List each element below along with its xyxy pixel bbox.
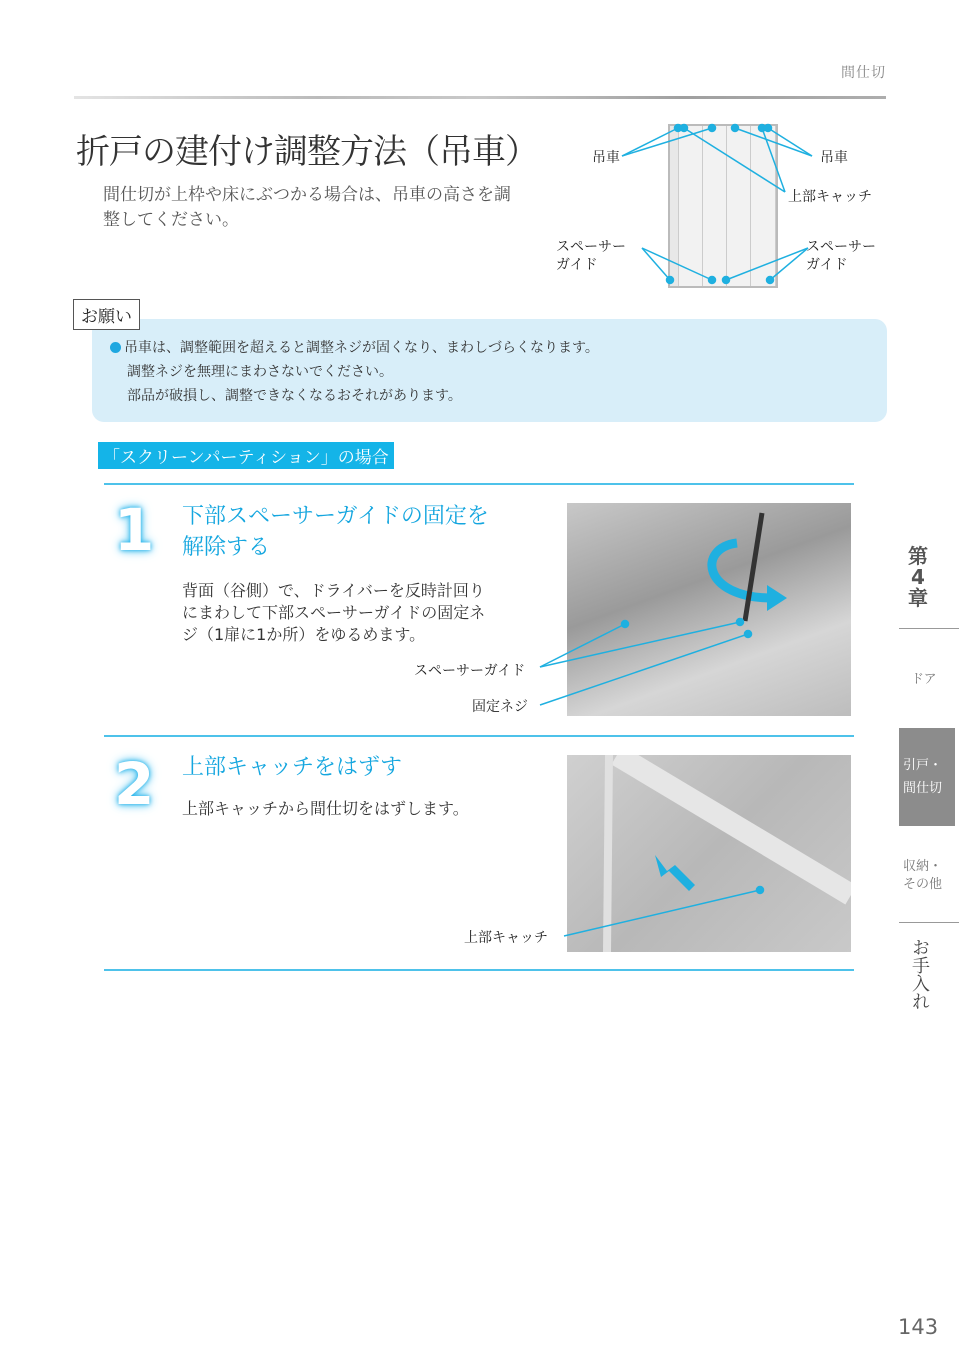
- nav-care[interactable]: お手入れ: [909, 938, 930, 1010]
- side-divider: [899, 922, 959, 923]
- nav-sliding-partition[interactable]: 引戸・ 間仕切: [899, 728, 955, 826]
- step-1-callout-lines: [535, 610, 765, 715]
- step-number-1: 1: [114, 496, 155, 564]
- chapter-label: 第 4 章: [908, 544, 928, 610]
- label-spacer-right: スペーサー ガイド: [806, 239, 876, 273]
- page-number: 143: [898, 1315, 939, 1339]
- notice-line: 部品が破損し、調整できなくなるおそれがあります。: [127, 388, 462, 404]
- notice-line: 調整ネジを無理にまわさないでください。: [127, 364, 393, 380]
- side-divider: [899, 628, 959, 629]
- nav-door[interactable]: ドア: [911, 672, 937, 687]
- label-hanger-left: 吊車: [592, 150, 620, 166]
- page-title: 折戸の建付け調整方法（吊車）: [76, 132, 538, 172]
- step-1-title: 下部スペーサーガイドの固定を 解除する: [182, 504, 489, 560]
- label-hanger-right: 吊車: [820, 150, 848, 166]
- notice-tag: お願い: [73, 299, 140, 330]
- step-divider: [104, 969, 854, 971]
- bullet-icon: [110, 342, 121, 353]
- callout-top-catch: 上部キャッチ: [464, 930, 548, 946]
- step-1-body: 背面（谷側）で、ドライバーを反時計回り にまわして下部スペーサーガイドの固定ネ ジ（1扉に1か所）をゆるめます。: [182, 581, 486, 644]
- callout-spacer-guide: スペーサーガイド: [414, 663, 526, 679]
- notice-line: 吊車は、調整範囲を超えると調整ネジが固くなり、まわしづらくなります。: [110, 336, 599, 360]
- step-divider: [104, 735, 854, 737]
- step-2-callout-line: [560, 870, 790, 950]
- label-top-catch: 上部キャッチ: [788, 189, 872, 205]
- step-divider: [104, 483, 854, 485]
- section-subheading: 「スクリーンパーティション」の場合: [98, 442, 394, 469]
- label-spacer-left: スペーサー ガイド: [556, 239, 626, 273]
- intro-text: 間仕切が上枠や床にぶつかる場合は、吊車の高さを調整してください。: [103, 185, 511, 230]
- running-header: 間仕切: [841, 65, 886, 81]
- step-number-2: 2: [114, 750, 155, 818]
- callout-fixing-screw: 固定ネジ: [472, 699, 528, 715]
- door-diagram: [550, 120, 900, 290]
- step-2-title: 上部キャッチをはずす: [182, 755, 403, 780]
- nav-storage-other[interactable]: 収納・ その他: [903, 859, 943, 892]
- notice-box: [92, 319, 887, 422]
- step-2-body: 上部キャッチから間仕切をはずします。: [182, 799, 469, 818]
- header-divider: [74, 96, 886, 99]
